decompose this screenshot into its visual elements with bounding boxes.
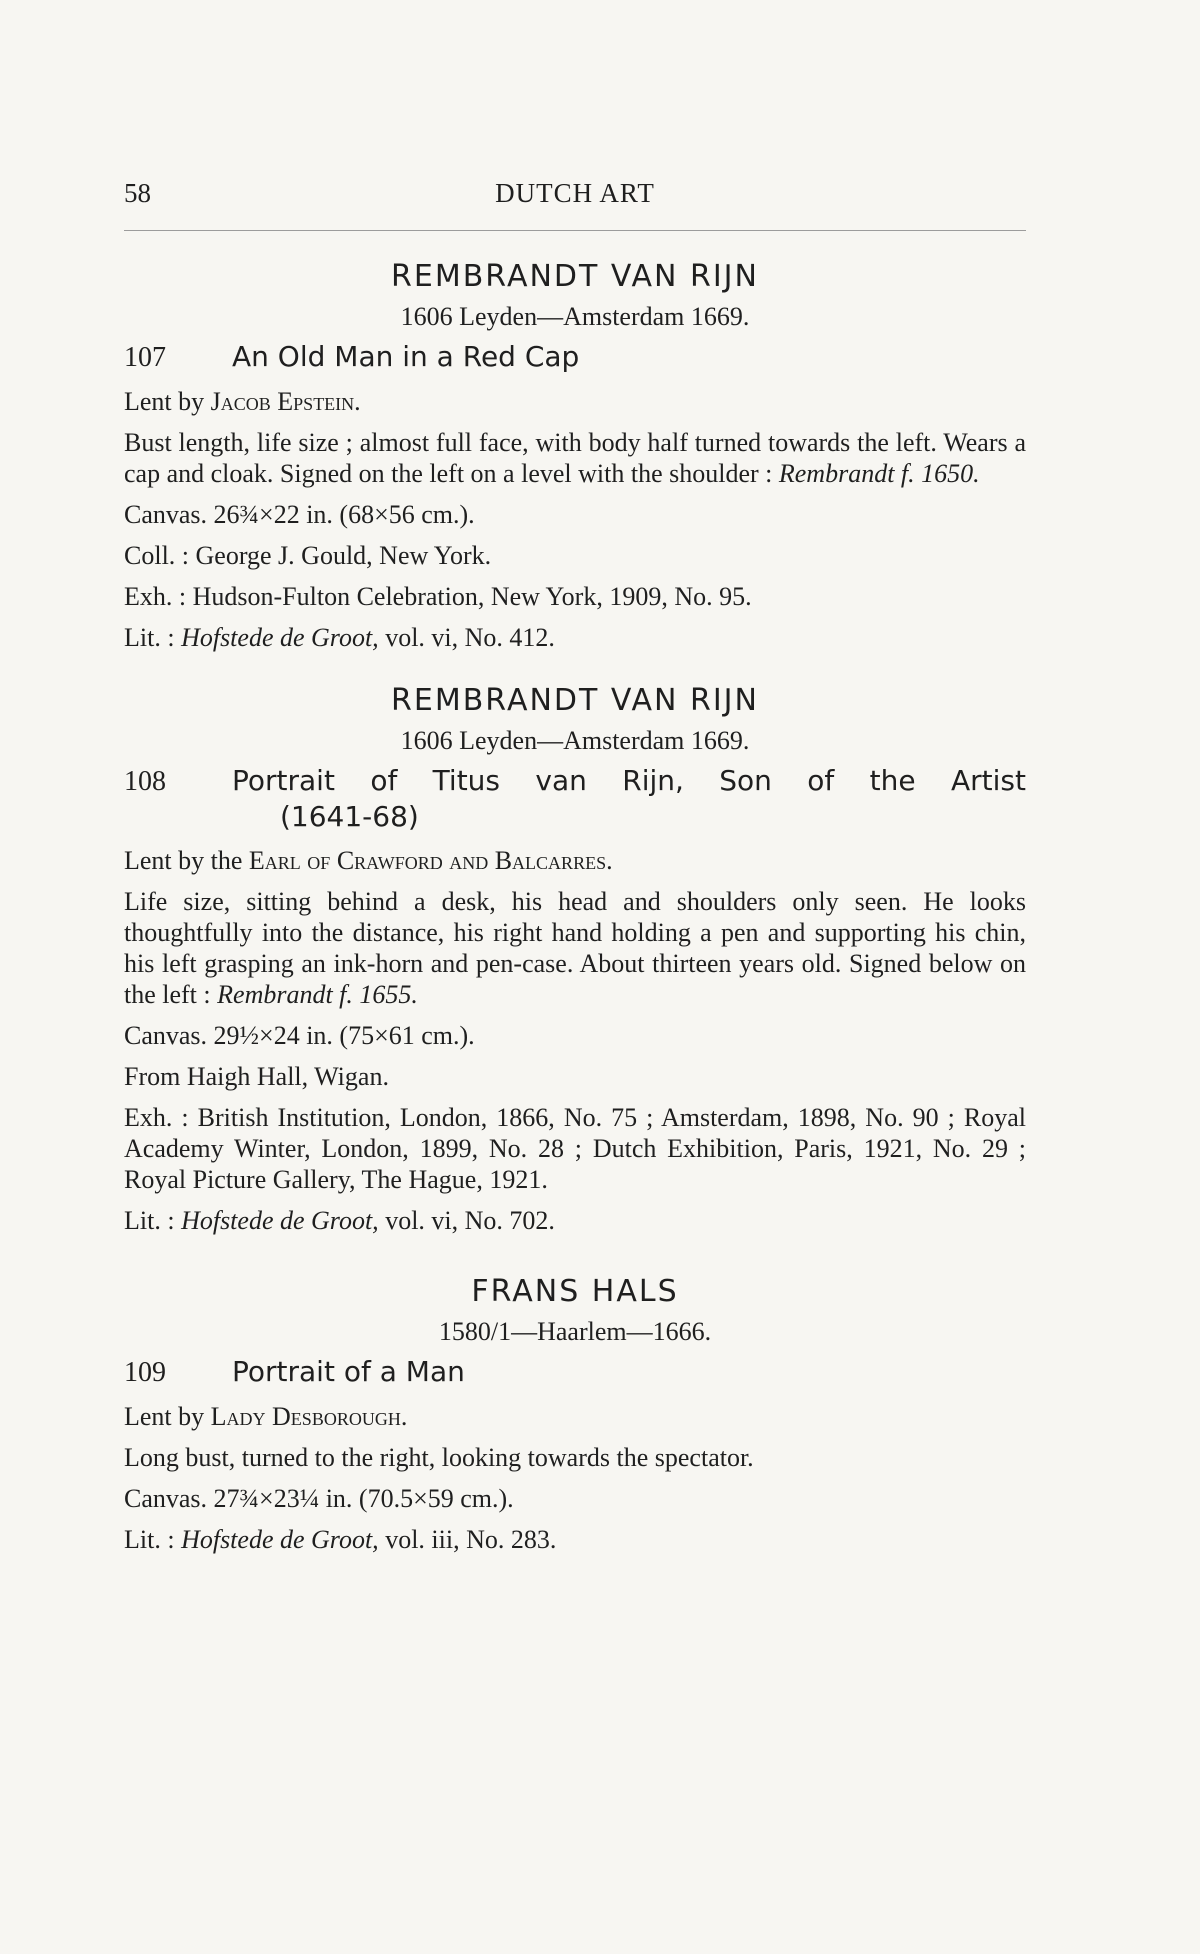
catalogue-number: 109 (124, 1357, 166, 1388)
entry-heading (124, 1355, 1026, 1389)
entry-heading (124, 764, 1026, 798)
catalogue-number: 108 (124, 766, 166, 797)
catalogue-entry-109 (124, 1274, 1026, 1555)
header-rule (124, 230, 1026, 231)
lent-prefix: Lent by the (124, 846, 249, 875)
catalogue-number: 107 (124, 342, 166, 373)
lit-reference: vol. vi, No. 412. (378, 623, 555, 652)
lent-prefix: Lent by (124, 387, 211, 416)
description-text: Bust length, life size ; almost full face, with body half turned towards the left. Wears a cap and cloak. Signed on the left on a level with the shoulder : (124, 428, 1026, 488)
lit-reference: vol. iii, No. 283. (378, 1525, 557, 1554)
painting-title: An Old Man in a Red Cap (232, 340, 580, 373)
lit-reference: vol. vi, No. 702. (378, 1206, 555, 1235)
lender-name: Earl of Crawford and Balcarres. (248, 846, 613, 875)
lit-author: Hofstede de Groot, (181, 1206, 379, 1235)
description: Long bust, turned to the right, looking towards the spectator. (124, 1443, 754, 1472)
lent-prefix: Lent by (124, 1402, 211, 1431)
lender-name: Lady Desborough. (210, 1402, 408, 1431)
literature (124, 1205, 1026, 1236)
signature: Rembrandt f. 1655. (217, 980, 418, 1009)
artist-dates: 1606 Leyden—Amsterdam 1669. (400, 302, 750, 331)
canvas-dimensions: Canvas. 26¾×22 in. (68×56 cm.). (124, 500, 475, 529)
canvas-dimensions: Canvas. 27¾×23¼ in. (70.5×59 cm.). (124, 1484, 514, 1513)
catalogue-entry-107 (124, 259, 1026, 653)
catalogue-page (124, 178, 1026, 1555)
lender-name: Jacob Epstein. (210, 387, 361, 416)
canvas-dimensions: Canvas. 29½×24 in. (75×61 cm.). (124, 1021, 475, 1050)
painting-title: Portrait of a Man (232, 1355, 465, 1388)
literature (124, 1524, 1026, 1555)
painting-title: Portrait of Titus van Rijn, Son of the Artist (232, 764, 1026, 797)
artist-name: REMBRANDT VAN RIJN (391, 259, 759, 294)
running-title: DUTCH ART (495, 178, 655, 208)
description-text: Life size, sitting behind a desk, his head and shoulders only seen. He looks thoughtfully into the distance, his right hand holding a pen and supporting his chin, his left grasping an ink-horn and pen-case. About thirteen years old. Signed below on the left : (124, 887, 1026, 1009)
artist-dates: 1580/1—Haarlem—1666. (438, 1317, 712, 1346)
entry-heading (124, 340, 1026, 374)
artist-name: FRANS HALS (471, 1274, 679, 1309)
exhibitions: Exh. : Hudson-Fulton Celebration, New York, 1909, No. 95. (124, 582, 752, 611)
provenance: From Haigh Hall, Wigan. (124, 1062, 389, 1091)
painting-title-continued: (1641-68) (280, 800, 419, 833)
lender-line (124, 845, 1026, 876)
collection: Coll. : George J. Gould, New York. (124, 541, 492, 570)
lit-prefix: Lit. : (124, 1206, 182, 1235)
signature: Rembrandt f. 1650. (778, 459, 980, 488)
description (124, 427, 1026, 489)
lit-prefix: Lit. : (124, 1525, 182, 1554)
artist-dates: 1606 Leyden—Amsterdam 1669. (400, 726, 750, 755)
running-head (124, 178, 1026, 218)
description (124, 886, 1026, 1010)
exhibitions: Exh. : British Institution, London, 1866, No. 75 ; Amsterdam, 1898, No. 90 ; Royal Academy Winter, London, 1899, No. 28 ; Dutch Exhibition, Paris, 1921, No. 29 ; Royal Picture Gallery, The Hague, 1921. (124, 1103, 1026, 1194)
artist-name: REMBRANDT VAN RIJN (391, 683, 759, 718)
literature (124, 622, 1026, 653)
lit-prefix: Lit. : (124, 623, 182, 652)
lender-line (124, 386, 1026, 417)
catalogue-entry-108 (124, 683, 1026, 1236)
lender-line (124, 1401, 1026, 1432)
page-number: 58 (124, 178, 151, 208)
lit-author: Hofstede de Groot, (181, 623, 379, 652)
lit-author: Hofstede de Groot, (181, 1525, 379, 1554)
